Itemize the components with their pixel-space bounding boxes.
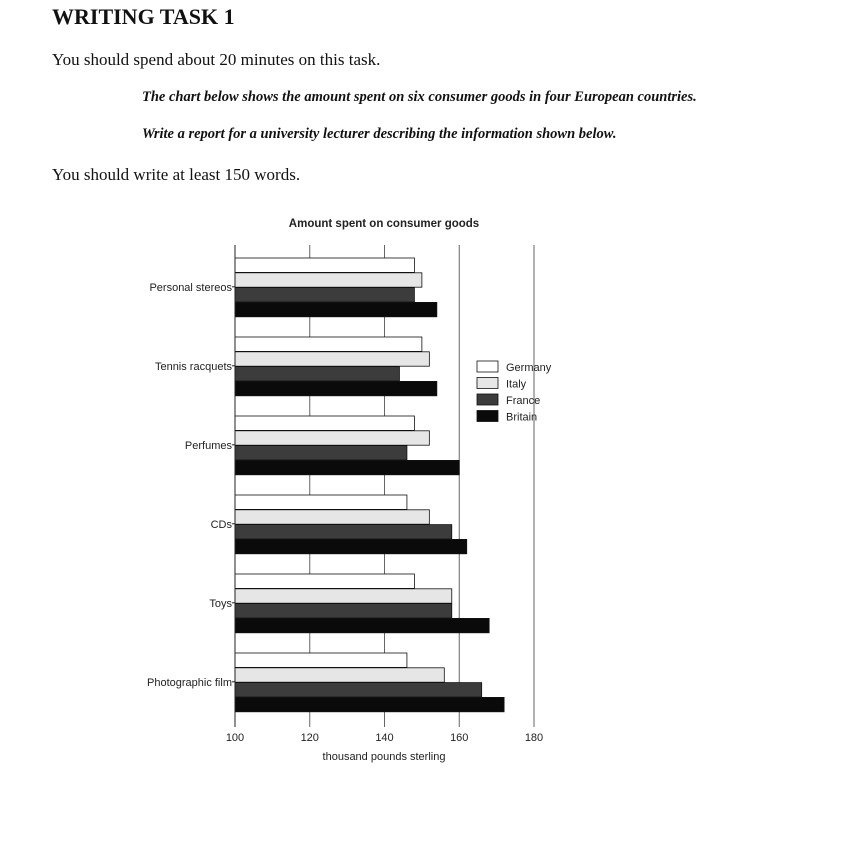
bar-photographic-film-britain — [235, 697, 504, 711]
bar-personal-stereos-france — [235, 288, 414, 302]
x-tick-label-180: 180 — [524, 732, 544, 744]
legend-label-britain: Britain — [506, 411, 538, 424]
x-axis-label: thousand pounds sterling — [322, 751, 446, 763]
task-instruction: Write a report for a university lecturer describing the information shown below. — [142, 126, 617, 142]
legend-label-germany: Germany — [506, 362, 552, 374]
bar-toys-germany — [235, 574, 414, 588]
bar-cds-germany — [235, 495, 407, 509]
legend-swatch-germany — [477, 361, 498, 372]
time-instruction: You should spend about 20 minutes on this task. — [52, 50, 381, 69]
bar-tennis-racquets-britain — [235, 381, 437, 395]
bar-toys-britain — [235, 618, 489, 632]
bar-perfumes-britain — [235, 460, 459, 474]
x-tick-label-120: 120 — [300, 732, 319, 744]
task-prompt: The chart below shows the amount spent on six consumer goods in four European countries. — [142, 89, 697, 105]
legend-swatch-italy — [477, 378, 498, 389]
task-heading: WRITING TASK 1 — [52, 4, 235, 29]
bar-perfumes-italy — [235, 431, 429, 445]
word-count-instruction: You should write at least 150 words. — [52, 165, 301, 184]
bar-cds-france — [235, 525, 452, 539]
bar-perfumes-germany — [235, 416, 414, 430]
legend-swatch-france — [477, 394, 498, 405]
bar-cds-britain — [235, 539, 467, 553]
x-tick-label-100: 100 — [225, 732, 245, 744]
bar-photographic-film-italy — [235, 668, 444, 682]
bar-photographic-film-france — [235, 683, 482, 697]
bar-perfumes-france — [235, 446, 407, 460]
bar-personal-stereos-germany — [235, 258, 414, 272]
category-label-perfumes: Perfumes — [184, 439, 232, 452]
category-label-photographic-film: Photographic film — [147, 676, 232, 689]
legend-swatch-britain — [477, 411, 498, 422]
bar-personal-stereos-italy — [235, 273, 422, 287]
category-label-toys: Toys — [209, 597, 232, 610]
bar-tennis-racquets-italy — [235, 352, 429, 366]
legend-label-italy: Italy — [506, 378, 527, 391]
legend-label-france: France — [506, 395, 541, 407]
bars-layer — [235, 258, 504, 712]
bar-cds-italy — [235, 510, 429, 524]
bar-tennis-racquets-germany — [235, 337, 422, 351]
bar-photographic-film-germany — [235, 653, 407, 667]
x-tick-label-160: 160 — [450, 732, 469, 744]
chart-title: Amount spent on consumer goods — [288, 218, 480, 230]
x-tick-label-140: 140 — [375, 732, 394, 744]
bar-toys-italy — [235, 589, 452, 603]
bar-personal-stereos-britain — [235, 302, 437, 316]
bar-tennis-racquets-france — [235, 367, 399, 381]
legend — [477, 361, 552, 424]
bar-toys-france — [235, 604, 452, 618]
category-label-tennis-racquets: Tennis racquets — [154, 360, 232, 373]
category-label-cds: CDs — [210, 518, 232, 531]
category-label-personal-stereos: Personal stereos — [149, 281, 232, 294]
